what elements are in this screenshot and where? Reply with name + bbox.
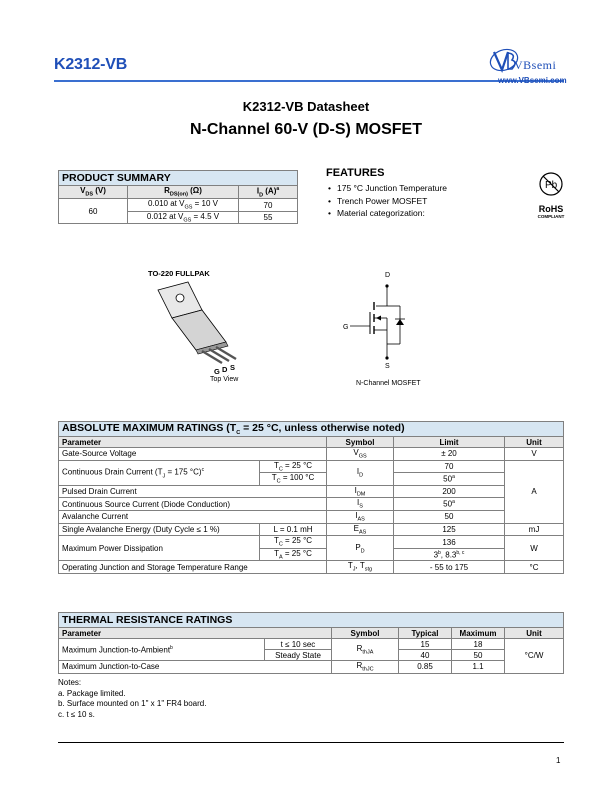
table-row: Maximum Junction-to-Case $R_{thJC}$ 0.85 1.1 <box>59 661 564 674</box>
brand-url[interactable]: www.VBsemi.com <box>498 76 567 85</box>
rds-value: 0.012 at $V_{GS} = 4.5$ V <box>128 211 239 224</box>
thermal-heading: THERMAL RESISTANCE RATINGS <box>59 613 564 628</box>
rohs-label: RoHS <box>538 204 564 214</box>
col-limit: Limit <box>394 437 505 448</box>
id-value: 55 <box>239 211 298 224</box>
product-summary-heading: PRODUCT SUMMARY <box>59 171 298 186</box>
notes-heading: Notes: <box>58 678 82 687</box>
table-row: Steady State 40 50 <box>59 650 564 661</box>
id-value: 70 <box>239 199 298 212</box>
thermal-header-row: Parameter Symbol Typical Maximum Unit <box>59 628 564 639</box>
list-item: • Trench Power MOSFET <box>326 196 506 209</box>
features-list <box>326 183 506 221</box>
notes <box>58 678 206 720</box>
features <box>326 167 506 221</box>
table-row: Operating Junction and Storage Temperature Range $T_J$, $T_{stg}$ - 55 to 175 °C <box>59 561 564 574</box>
schematic-s-label: S <box>385 363 390 370</box>
table-row: Maximum Power Dissipation $T_C = 25$ °C $P_D$ 136 W <box>59 536 564 549</box>
rds-value: 0.010 at $V_{GS} = 10$ V <box>128 199 239 212</box>
note-item: c. t ≤ 10 s. <box>58 709 95 719</box>
brand-name: VBsemi <box>514 58 557 72</box>
schematic-caption: N-Channel MOSFET <box>356 380 421 387</box>
list-item: • Material categorization: <box>326 208 506 221</box>
table-row: Avalanche Current $I_{AS}$ 50 <box>59 511 564 524</box>
table-row: Continuous Drain Current ($T_J = 175$ °C)$^c$ $T_C = 25$ °C $I_D$ 70 A <box>59 460 564 473</box>
col-rds: $R_{DS(on)}$ (Ω) <box>128 186 239 199</box>
col-symbol: Symbol <box>327 437 394 448</box>
rohs-compliant: COMPLIANT <box>537 214 565 219</box>
note-item: b. Surface mounted on 1" x 1" FR4 board. <box>58 699 207 708</box>
part-number: K2312-VB <box>54 56 128 73</box>
pin-d-label: D <box>222 365 228 374</box>
table-row: Maximum Junction-to-Ambient$^b$ t ≤ 10 sec $R_{thJA}$ 15 18 °C/W <box>59 639 564 650</box>
features-heading: FEATURES <box>326 167 385 179</box>
col-unit: Unit <box>505 437 564 448</box>
package-label: TO-220 FULLPAK <box>148 269 210 278</box>
note-item: a. Package limited. <box>58 688 126 698</box>
datasheet-title: K2312-VB Datasheet <box>242 99 370 114</box>
vbsemi-logo <box>486 44 576 90</box>
product-summary-table <box>58 170 298 224</box>
pb-free-icon <box>530 170 572 200</box>
page-number: 1 <box>556 756 561 765</box>
amr-heading: ABSOLUTE MAXIMUM RATINGS ($T_C = 25$ °C, unless otherwise noted) <box>59 422 564 437</box>
table-row: $T_A = 25$ °C 3$^b$, 8.3$^{b, c}$ <box>59 548 564 561</box>
schematic-g-label: G <box>343 324 349 331</box>
to220-package-illustration <box>150 280 260 376</box>
product-summary-header-row <box>59 186 298 199</box>
amr-header-row <box>59 437 564 448</box>
col-vds: $V_{DS}$ (V) <box>59 186 128 199</box>
col-id: $I_D$ $(A)^a$ <box>239 186 298 199</box>
table-row: Gate-Source Voltage $V_{GS}$ ± 20 V <box>59 448 564 461</box>
datasheet-subtitle: N-Channel 60-V (D-S) MOSFET <box>189 121 422 138</box>
list-item: • 175 °C Junction Temperature <box>326 183 506 196</box>
table-row: $T_C = 100$ °C 50$^a$ <box>59 473 564 486</box>
table-row <box>59 199 298 212</box>
col-parameter: Parameter <box>59 437 327 448</box>
table-row: Single Avalanche Energy (Duty Cycle ≤ 1 %) L = 0.1 mH $E_{AS}$ 125 mJ <box>59 523 564 536</box>
rohs-badge <box>530 170 572 220</box>
svg-text:Pb: Pb <box>545 180 558 191</box>
thermal-resistance-table <box>58 612 564 674</box>
top-view-caption: Top View <box>210 376 239 383</box>
mosfet-schematic <box>336 268 426 372</box>
pin-g-label: G <box>214 367 220 376</box>
pin-s-label: S <box>230 363 236 372</box>
table-row: Pulsed Drain Current $I_{DM}$ 200 <box>59 485 564 498</box>
vds-value: 60 <box>59 199 128 224</box>
footer-rule <box>58 742 564 743</box>
table-row: Continuous Source Current (Diode Conduction) $I_S$ 50$^a$ <box>59 498 564 511</box>
schematic-d-label: D <box>385 272 391 279</box>
absolute-maximum-ratings-table <box>58 421 564 574</box>
